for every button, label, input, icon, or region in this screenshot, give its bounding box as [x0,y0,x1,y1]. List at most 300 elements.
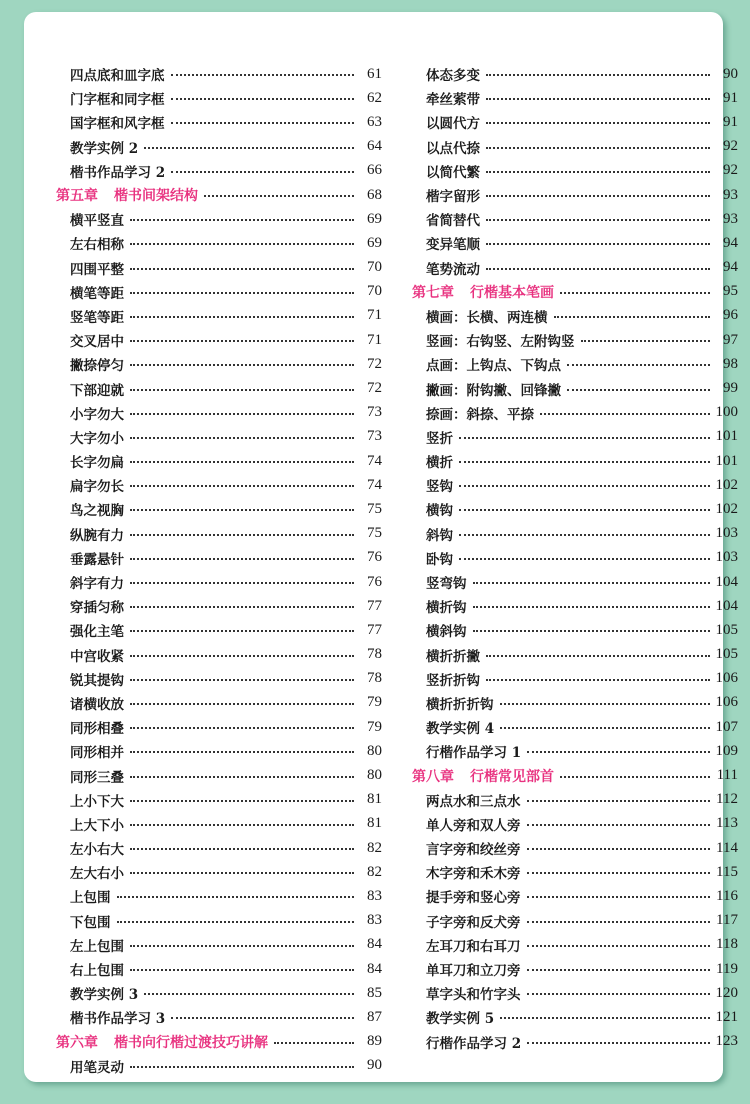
chapter-name: 楷书间架结构 [114,188,198,205]
toc-entry [412,546,738,570]
page-number: 75 [367,500,382,517]
toc-chapter-entry [412,280,738,304]
entry-title: 左小右大 [70,842,124,859]
toc-entry [412,594,738,618]
dot-leader [459,558,710,560]
page-number: 94 [723,259,738,276]
toc-entry [412,860,738,884]
page-number: 109 [715,742,738,759]
dot-leader [130,219,354,221]
entry-title: 左耳刀和右耳刀 [426,938,521,955]
page-number: 104 [715,573,738,590]
toc-entry [412,570,738,594]
toc-entry [412,667,738,691]
page-number: 104 [715,597,738,614]
entry-title: 行楷作品学习 1 [426,745,522,762]
toc-entry [412,812,738,836]
entry-title: 纵腕有力 [70,527,124,544]
toc-entry [412,643,738,667]
toc-entry [56,522,382,546]
page-number: 113 [716,815,738,832]
toc-entry [412,1030,738,1054]
dot-leader [527,751,709,753]
dot-leader [527,848,711,850]
dot-leader [130,364,354,366]
page-number: 90 [723,65,738,82]
chapter-number: 第六章 [56,1034,98,1051]
dot-leader [130,243,354,245]
entry-title: 教学实例 5 [426,1011,495,1028]
toc-entry [56,256,382,280]
entry-title: 右上包围 [70,963,124,980]
page-number: 82 [367,839,382,856]
page-number: 90 [367,1057,382,1074]
toc-entry [56,473,382,497]
page-number: 107 [715,718,738,735]
entry-title: 横画：长横、两连横 [426,309,548,326]
dot-leader [130,1066,354,1068]
page-number: 98 [723,355,738,372]
entry-title: 横折 [426,455,453,472]
toc-entry [56,135,382,159]
toc-entry [56,110,382,134]
toc-entry [56,909,382,933]
toc-entry [56,884,382,908]
chapter-title [56,185,198,205]
dot-leader [117,896,355,898]
dot-leader [204,195,354,197]
dot-leader [130,582,354,584]
entry-title: 教学实例 3 [70,987,139,1004]
entry-title: 大字勿小 [70,430,124,447]
entry-title: 用笔灵动 [70,1059,124,1076]
entry-title: 横平竖直 [70,213,124,230]
toc-entry [412,135,738,159]
page-number: 112 [716,791,738,808]
dot-leader [560,776,710,778]
toc-entry [412,618,738,642]
page-number: 117 [716,912,738,929]
entry-title: 横折折折钩 [426,696,494,713]
page-number: 97 [723,331,738,348]
toc-chapter-entry [56,183,382,207]
page-number: 70 [367,283,382,300]
page-number: 100 [715,404,738,421]
dot-leader [473,630,710,632]
toc-entry [412,1005,738,1029]
dot-leader [486,655,710,657]
chapter-number: 第八章 [412,768,454,785]
page-number: 105 [715,621,738,638]
page-number: 76 [367,549,382,566]
dot-leader [130,340,354,342]
dot-leader [130,558,354,560]
entry-title: 左大右小 [70,866,124,883]
dot-leader [171,171,354,173]
page-number: 74 [367,476,382,493]
entry-title: 锐其提钩 [70,672,124,689]
dot-leader [130,848,354,850]
dot-leader [130,316,354,318]
dot-leader [554,316,711,318]
dot-leader [560,292,710,294]
page-number: 92 [723,138,738,155]
page-number: 80 [367,742,382,759]
toc-entry [412,788,738,812]
toc-entry [56,691,382,715]
entry-title: 诸横收放 [70,696,124,713]
dot-leader [130,727,354,729]
dot-leader [486,679,710,681]
page-number: 93 [723,186,738,203]
dot-leader [130,534,354,536]
toc-entry [56,981,382,1005]
dot-leader [500,703,710,705]
toc-entry [56,763,382,787]
entry-title: 竖画：右钩竖、左附钩竖 [426,334,575,351]
toc-entry [412,836,738,860]
toc-entry [56,860,382,884]
page-number: 119 [716,960,738,977]
toc-entry [56,667,382,691]
entry-title: 左上包围 [70,938,124,955]
entry-title: 同形相并 [70,745,124,762]
entry-title: 同形三叠 [70,769,124,786]
page-number: 84 [367,960,382,977]
page-number: 71 [367,307,382,324]
page-number: 79 [367,694,382,711]
toc-entry [56,788,382,812]
dot-leader [130,945,354,947]
page-number: 68 [367,186,382,203]
dot-leader [144,993,354,995]
dot-leader [130,292,354,294]
dot-leader [171,1017,354,1019]
entry-title: 鸟之视胸 [70,503,124,520]
entry-title: 左右相称 [70,237,124,254]
entry-title: 楷书作品学习 2 [70,164,166,181]
page-number: 99 [723,380,738,397]
toc-entry [412,933,738,957]
dot-leader [500,727,709,729]
page-number: 116 [716,887,738,904]
dot-leader [527,824,711,826]
page-number: 72 [367,355,382,372]
dot-leader [486,122,710,124]
entry-title: 上大下小 [70,817,124,834]
entry-title: 下包围 [70,914,111,931]
page-number: 91 [723,89,738,106]
entry-title: 扁字勿长 [70,479,124,496]
toc-entry [412,159,738,183]
entry-title: 横笔等距 [70,285,124,302]
page-number: 66 [367,162,382,179]
toc-chapter-entry [412,763,738,787]
dot-leader [130,800,354,802]
entry-title: 横钩 [426,503,453,520]
page-number: 82 [367,863,382,880]
toc-entry [412,376,738,400]
entry-title: 撇画：附钩撇、回锋撇 [426,382,561,399]
dot-leader [171,122,355,124]
page-number: 69 [367,234,382,251]
entry-title: 体态多变 [426,68,480,85]
dot-leader [130,969,354,971]
page-number: 70 [367,259,382,276]
page-number: 106 [715,670,738,687]
dot-leader [567,364,710,366]
page-number: 71 [367,331,382,348]
entry-title: 捺画：斜捺、平捺 [426,406,534,423]
dot-leader [459,437,710,439]
entry-title: 以简代繁 [426,164,480,181]
entry-title: 教学实例 4 [426,721,495,738]
dot-leader [171,98,355,100]
page-number: 78 [367,646,382,663]
entry-title: 草字头和竹字头 [426,987,521,1004]
dot-leader [171,74,355,76]
entry-title: 四围平整 [70,261,124,278]
toc-entry [412,715,738,739]
chapter-number: 第五章 [56,188,98,205]
page-number: 114 [716,839,738,856]
dot-leader [486,195,710,197]
toc-entry [56,376,382,400]
chapter-title [412,282,554,302]
chapter-name: 行楷常见部首 [470,768,554,785]
page-number: 84 [367,936,382,953]
toc-entry [56,159,382,183]
page-number: 73 [367,404,382,421]
page-number: 101 [715,428,738,445]
dot-leader [527,993,710,995]
entry-title: 以点代捺 [426,140,480,157]
entry-title: 竖钩 [426,479,453,496]
dot-leader [581,340,711,342]
toc-entry [412,449,738,473]
dot-leader [130,872,354,874]
page-number: 69 [367,210,382,227]
dot-leader [130,606,354,608]
entry-title: 横折钩 [426,600,467,617]
dot-leader [130,413,354,415]
toc-entry [56,86,382,110]
entry-title: 四点底和皿字底 [70,68,165,85]
toc-chapter-entry [56,1030,382,1054]
entry-title: 横斜钩 [426,624,467,641]
page-number: 103 [715,549,738,566]
entry-title: 省简替代 [426,213,480,230]
chapter-title [412,766,554,786]
toc-entry [412,981,738,1005]
page-number: 74 [367,452,382,469]
dot-leader [486,74,710,76]
entry-title: 竖笔等距 [70,309,124,326]
toc-entry [56,328,382,352]
dot-leader [130,751,354,753]
toc-entry [56,715,382,739]
toc-entry [56,497,382,521]
page-number: 72 [367,380,382,397]
entry-title: 单人旁和双人旁 [426,817,521,834]
toc-entry [56,957,382,981]
toc-entry [412,957,738,981]
entry-title: 垂露悬针 [70,551,124,568]
entry-title: 竖弯钩 [426,576,467,593]
chapter-name: 行楷基本笔画 [470,284,554,301]
page-number: 96 [723,307,738,324]
entry-title: 长字勿扁 [70,455,124,472]
dot-leader [527,921,711,923]
toc-entry [56,812,382,836]
toc-entry [412,739,738,763]
toc-entry [412,473,738,497]
page-number: 120 [715,984,738,1001]
page-number: 62 [367,89,382,106]
entry-title: 变异笔顺 [426,237,480,254]
entry-title: 教学实例 2 [70,140,139,157]
toc-entry [412,231,738,255]
page-number: 89 [367,1033,382,1050]
entry-title: 楷字留形 [426,189,480,206]
entry-title: 竖折折钩 [426,672,480,689]
page-number: 81 [367,815,382,832]
dot-leader [459,534,710,536]
page-number: 105 [715,646,738,663]
dot-leader [144,147,354,149]
dot-leader [459,485,710,487]
toc-entry [412,183,738,207]
dot-leader [130,389,354,391]
entry-title: 点画：上钩点、下钩点 [426,358,561,375]
toc-entry [56,304,382,328]
entry-title: 楷书作品学习 3 [70,1011,166,1028]
toc-entry [56,739,382,763]
dot-leader [486,98,710,100]
entry-title: 言字旁和绞丝旁 [426,842,521,859]
toc-entry [412,328,738,352]
toc-entry [56,231,382,255]
toc-entry [412,86,738,110]
entry-title: 两点水和三点水 [426,793,521,810]
page-number: 118 [716,936,738,953]
page-number: 76 [367,573,382,590]
toc-entry [412,304,738,328]
entry-title: 同形相叠 [70,721,124,738]
page-number: 123 [715,1033,738,1050]
page-number: 102 [715,500,738,517]
page-number: 91 [723,113,738,130]
dot-leader [130,703,354,705]
entry-title: 上包围 [70,890,111,907]
dot-leader [130,776,354,778]
toc-entry [412,497,738,521]
toc-entry [412,207,738,231]
toc-entry [56,62,382,86]
toc-entry [56,401,382,425]
entry-title: 行楷作品学习 2 [426,1035,522,1052]
page-number: 81 [367,791,382,808]
dot-leader [130,679,354,681]
toc-right-column [412,62,738,1054]
page-number: 121 [715,1008,738,1025]
dot-leader [486,268,710,270]
toc-entry [412,884,738,908]
toc-entry [56,207,382,231]
page-number: 106 [715,694,738,711]
dot-leader [130,461,354,463]
page-number: 80 [367,767,382,784]
dot-leader [500,1017,709,1019]
toc-entry [56,643,382,667]
page-number: 95 [723,283,738,300]
dot-leader [130,509,354,511]
dot-leader [527,1042,709,1044]
entry-title: 斜字有力 [70,576,124,593]
toc-entry [412,909,738,933]
dot-leader [486,147,710,149]
dot-leader [130,824,354,826]
page-number: 102 [715,476,738,493]
entry-title: 交叉居中 [70,334,124,351]
dot-leader [117,921,355,923]
entry-title: 竖折 [426,430,453,447]
page-number: 61 [367,65,382,82]
dot-leader [527,800,711,802]
page-number: 103 [715,525,738,542]
toc-entry [412,691,738,715]
dot-leader [130,485,354,487]
toc-left-column [56,62,382,1078]
toc-entry [56,352,382,376]
page-number: 77 [367,621,382,638]
toc-entry [412,62,738,86]
page-number: 111 [716,767,738,784]
dot-leader [486,171,710,173]
page-number: 87 [367,1008,382,1025]
entry-title: 提手旁和竖心旁 [426,890,521,907]
toc-entry [56,425,382,449]
page-number: 83 [367,912,382,929]
toc-entry [412,110,738,134]
dot-leader [130,437,354,439]
entry-title: 横折折撇 [426,648,480,665]
page-number: 63 [367,113,382,130]
entry-title: 中宫收紧 [70,648,124,665]
toc-entry [56,1005,382,1029]
entry-title: 单耳刀和立刀旁 [426,963,521,980]
page-number: 115 [716,863,738,880]
toc-entry [56,836,382,860]
dot-leader [527,896,711,898]
entry-title: 以圆代方 [426,116,480,133]
page-number: 77 [367,597,382,614]
dot-leader [473,606,710,608]
dot-leader [130,655,354,657]
dot-leader [486,243,710,245]
toc-entry [56,594,382,618]
entry-title: 斜钩 [426,527,453,544]
page-number: 93 [723,210,738,227]
toc-entry [412,401,738,425]
page-number: 73 [367,428,382,445]
dot-leader [130,630,354,632]
page-number: 78 [367,670,382,687]
dot-leader [527,945,711,947]
dot-leader [274,1042,354,1044]
entry-title: 木字旁和禾木旁 [426,866,521,883]
chapter-title [56,1032,268,1052]
